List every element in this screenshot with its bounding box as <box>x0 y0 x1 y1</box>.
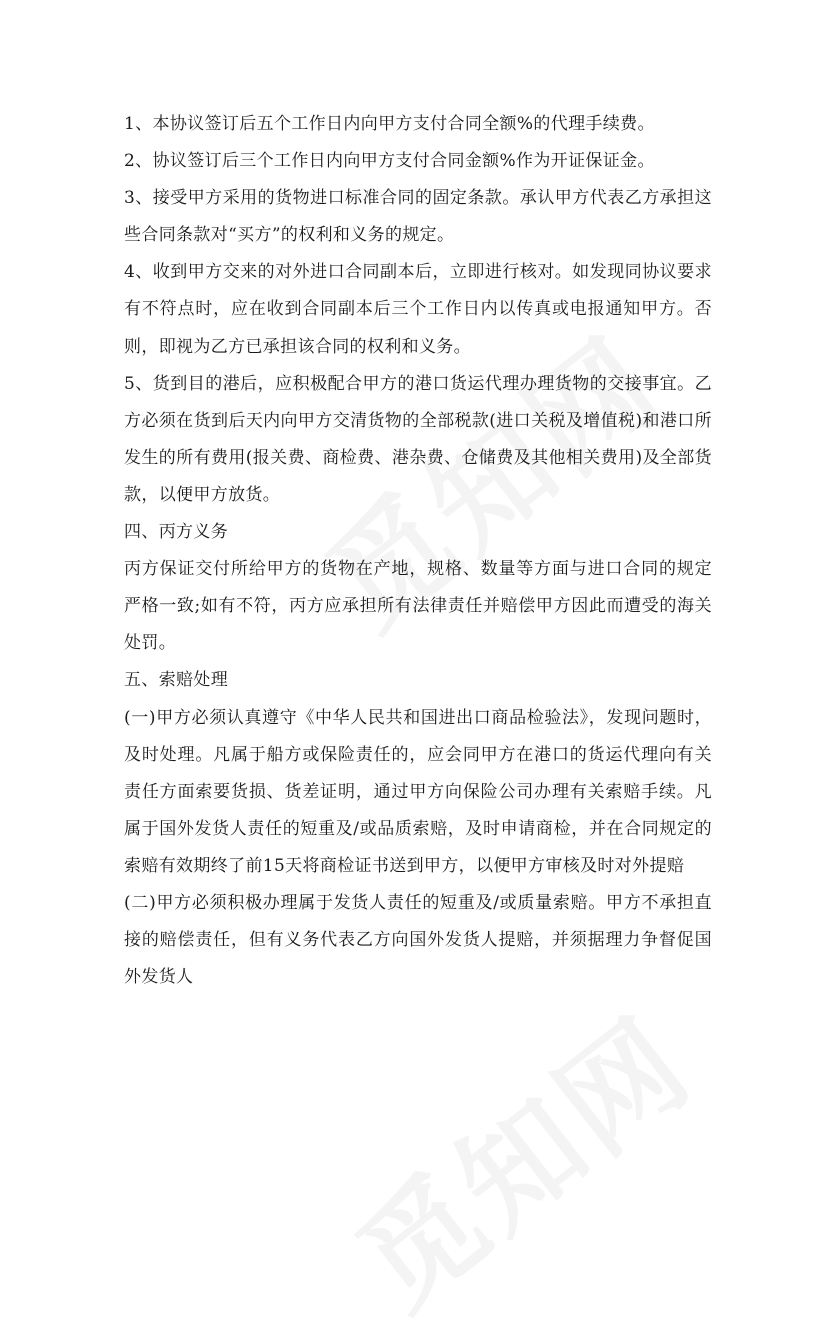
clause-4: 4、收到甲方交来的对外进口合同副本后，立即进行核对。如发现同协议要求有不符点时，应在收到合同副本后三个工作日内以传真或电报通知甲方。否则，即视为乙方已承担该合同的权利和义务。 <box>124 262 712 357</box>
claims-clause-2: (二)甲方必须积极办理属于发货人责任的短重及/或质量索赔。甲方不承担直接的赔偿责任，但有义务代表乙方向国外发货人提赔，并须据理力争督促国外发货人 <box>124 892 712 988</box>
clause-3: 3、接受甲方采用的货物进口标准合同的固定条款。承认甲方代表乙方承担这些合同条款对“买方”的权利和义务的规定。 <box>124 188 712 246</box>
section-heading-claims: 五、索赔处理 <box>124 670 229 691</box>
party-c-obligation: 丙方保证交付所给甲方的货物在产地，规格、数量等方面与进口合同的规定严格一致;如有不符，丙方应承担所有法律责任并赔偿甲方因此而遭受的海关处罚。 <box>124 559 712 654</box>
document-body <box>124 106 712 996</box>
clause-1: 1、本协议签订后五个工作日内向甲方支付合同全额%的代理手续费。 <box>124 114 655 134</box>
watermark-bottom <box>317 972 721 1340</box>
section-heading-party-c: 四、丙方义务 <box>124 522 229 543</box>
clause-2: 2、协议签订后三个工作日内向甲方支付合同金额%作为开证保证金。 <box>124 151 655 172</box>
clause-5: 5、货到目的港后，应积极配合甲方的港口货运代理办理货物的交接事宜。乙方必须在货到后天内向甲方交清货物的全部税款(进口关税及增值税)和港口所发生的所有费用(报关费、商检费、港杂费、仓储费及其他相关费用)及全部货款，以便甲方放货。 <box>124 373 712 505</box>
claims-clause-1: (一)甲方必须认真遵守《中华人民共和国进出口商品检验法》，发现问题时，及时处理。凡属于船方或保险责任的，应会同甲方在港口的货运代理向有关责任方面索要货损、货差证明，通过甲方向保险公司办理有关索赔手续。凡属于国外发货人责任的短重及/或品质索赔，及时申请商检，并在合同规定的索赔有效期终了前15天将商检证书送到甲方，以便甲方审核及时对外提赔 <box>124 707 712 876</box>
